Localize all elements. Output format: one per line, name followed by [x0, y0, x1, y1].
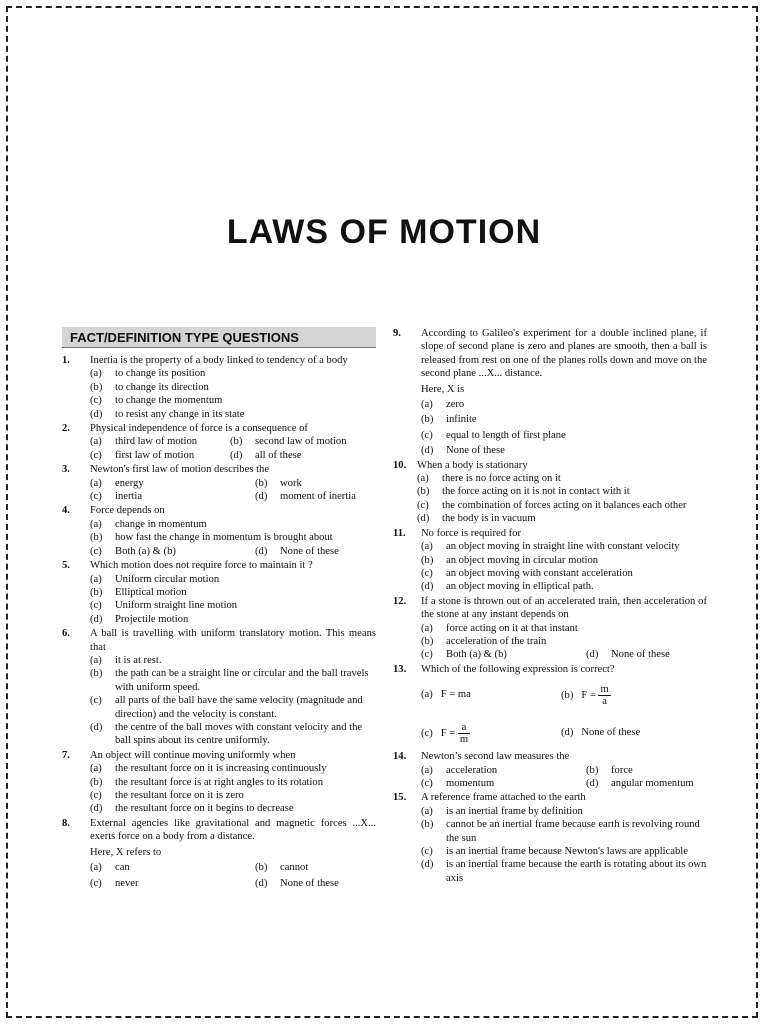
option-row — [90, 449, 376, 462]
option-d: (d) None of these — [255, 878, 339, 890]
option-c: (c) momentum — [421, 777, 495, 789]
option-a: (a) there is no force acting on it — [417, 473, 561, 485]
section-heading: FACT/DEFINITION TYPE QUESTIONS — [62, 327, 376, 348]
option-a: (a) F = ma — [421, 689, 471, 701]
option-d: (d) the centre of the ball moves with constant velocity and the ball spins about its centre uniformly. — [90, 721, 363, 747]
question-3 — [62, 463, 376, 503]
question-text: Physical independence of force is a consequence of — [90, 423, 308, 435]
option-b: (b) F = $\frac{m}{a}$ — [561, 683, 609, 707]
question-9 — [393, 327, 707, 458]
option-b: (b) an object moving in circular motion — [421, 554, 599, 566]
option-c: (c) Both (a) & (b) — [90, 545, 176, 557]
question-12 — [393, 595, 707, 662]
option-b: (b) how fast the change in momentum is brought about — [90, 532, 333, 544]
option-d: (d) is an inertial frame because the earth is rotating about its own axis — [421, 859, 707, 884]
question-text: Which of the following expression is correct? — [421, 663, 615, 675]
question-5 — [62, 559, 376, 626]
question-subtext: Here, X is — [421, 383, 465, 395]
option-c: (c) the resultant force on it is zero — [90, 790, 244, 801]
option-b: (b) to change its direction — [90, 381, 209, 393]
option-a: (a) zero — [421, 399, 465, 411]
option-c: (c) Both (a) & (b) — [421, 649, 507, 661]
question-14 — [393, 750, 707, 790]
option-a: (a) energy — [90, 477, 144, 489]
option-d: (d) None of these — [421, 445, 505, 457]
option-row — [421, 680, 707, 710]
option-d: (d) to resist any change in its state — [90, 408, 245, 420]
option-a: (a) is an inertial frame by definition — [421, 805, 583, 817]
option-b: (b) acceleration of the train — [421, 635, 547, 647]
question-7 — [62, 749, 376, 816]
question-text: When a body is stationary — [417, 459, 528, 471]
question-number: 14. — [393, 751, 407, 763]
option-a: (a) acceleration — [421, 764, 498, 776]
question-1 — [62, 354, 376, 421]
question-number: 3. — [62, 464, 70, 476]
option-d: (d) the resultant force on it begins to decrease — [90, 803, 294, 815]
question-text: Force depends on — [90, 505, 165, 517]
option-row — [421, 648, 707, 661]
option-b: (b) the path can be a straight line or circular and the ball travels with uniform speed. — [90, 668, 369, 693]
option-d: (d) the body is in vacuum — [417, 513, 536, 525]
option-d: (d) None of these — [255, 545, 339, 557]
option-a: (a) force acting on it at that instant — [421, 622, 578, 634]
option-c: (c) never — [90, 878, 139, 890]
left-column — [62, 354, 376, 892]
question-number: 5. — [62, 560, 70, 572]
option-d: (d) an object moving in elliptical path. — [421, 581, 594, 593]
option-row — [90, 545, 376, 558]
question-text: No force is required for — [421, 527, 522, 539]
option-c: (c) inertia — [90, 491, 143, 503]
option-row — [421, 764, 707, 777]
question-text: Newton's first law of motion describes the — [90, 464, 270, 476]
fraction: $\frac{m}{a}$ — [600, 683, 609, 707]
question-text: Inertia is the property of a body linked to tendency of a body — [90, 355, 348, 366]
option-a: (a) it is at rest. — [90, 654, 162, 666]
question-8 — [62, 817, 376, 891]
question-number: 13. — [393, 663, 407, 675]
option-c: (c) is an inertial frame because Newton's laws are applicable — [421, 846, 688, 857]
option-d: (d) Projectile motion — [90, 613, 189, 625]
option-b: (b) cannot — [255, 862, 309, 874]
option-row — [90, 435, 376, 448]
question-10 — [393, 459, 707, 526]
question-number: 12. — [393, 595, 407, 607]
option-row — [421, 718, 707, 748]
option-row — [90, 490, 376, 503]
option-b: (b) the force acting on it is not in contact with it — [417, 486, 630, 498]
option-d: (d) None of these — [561, 727, 641, 739]
question-number: 4. — [62, 505, 70, 517]
option-a: (a) to change its position — [90, 368, 206, 380]
option-b: (b) Elliptical motion — [90, 586, 187, 598]
question-number: 6. — [62, 628, 70, 640]
option-a: (a) third law of motion — [90, 436, 198, 448]
question-number: 7. — [62, 749, 70, 761]
option-b: (b) infinite — [421, 414, 477, 426]
option-b: (b) cannot be an inertial frame because earth is revolving round the sun — [421, 819, 700, 844]
question-number: 15. — [393, 792, 407, 804]
option-row — [90, 877, 376, 890]
question-2 — [62, 422, 376, 462]
option-b: (b) work — [255, 477, 302, 489]
question-text: A ball is travelling with uniform translatory motion. This means that — [90, 628, 376, 653]
question-subtext: Here, X refers to — [90, 846, 162, 858]
question-text: A reference frame attached to the earth — [421, 792, 586, 804]
option-d: (d) None of these — [586, 649, 670, 661]
option-c: (c) Uniform straight line motion — [90, 600, 238, 612]
option-c: (c) an object moving with constant acceleration — [421, 567, 633, 579]
question-text: If a stone is thrown out of an accelerated train, then acceleration of the stone at any instant depends on — [421, 595, 707, 621]
question-text: According to Galileo's experiment for a double inclined plane, if slope of second plane is zero and planes are smooth, then a ball is released from rest on one of the planes rolls down and move on the second plane ...X... distance. — [421, 328, 707, 380]
question-number: 10. — [393, 459, 407, 471]
page-title: LAWS OF MOTION — [226, 213, 542, 251]
question-number: 11. — [393, 527, 406, 539]
option-b: (b) second law of motion — [230, 436, 347, 448]
question-text: An object will continue moving uniformly when — [90, 749, 296, 761]
option-a: (a) can — [90, 862, 130, 874]
fraction: $\frac{a}{m}$ — [459, 721, 469, 745]
option-c: (c) to change the momentum — [90, 395, 223, 407]
option-row — [90, 477, 376, 490]
right-column — [393, 327, 707, 886]
option-row — [421, 777, 707, 790]
option-d: (d) moment of inertia — [255, 491, 356, 503]
question-number: 2. — [62, 423, 70, 435]
question-15 — [393, 791, 707, 885]
option-b: (b) the resultant force is at right angles to its rotation — [90, 776, 323, 788]
question-number: 1. — [62, 355, 70, 366]
question-11 — [393, 527, 707, 594]
question-4 — [62, 504, 376, 558]
option-c: (c) all parts of the ball have the same velocity (magnitude and direction) and the velocity is constant. — [90, 695, 363, 720]
question-13 — [393, 663, 707, 748]
question-number: 9. — [393, 328, 401, 339]
option-a: (a) Uniform circular motion — [90, 573, 220, 585]
question-number: 8. — [62, 817, 70, 829]
question-6 — [62, 627, 376, 748]
option-row — [90, 861, 376, 874]
option-a: (a) an object moving in straight line with constant velocity — [421, 541, 680, 553]
question-text: External agencies like gravitational and magnetic forces ...X... exerts force on a body from a distance. — [90, 817, 376, 843]
question-text: Newton’s second law measures the — [421, 751, 570, 763]
option-d: (d) all of these — [230, 449, 302, 461]
question-text: Which motion does not require force to maintain it ? — [90, 560, 313, 572]
option-a: (a) the resultant force on it is increasing continuously — [90, 763, 327, 775]
option-b: (b) force — [586, 764, 633, 776]
option-a: (a) change in momentum — [90, 518, 207, 530]
option-c: (c) equal to length of first plane — [421, 429, 566, 441]
option-d: (d) angular momentum — [586, 777, 694, 789]
option-c: (c) F = $\frac{a}{m}$ — [421, 721, 469, 745]
option-c: (c) the combination of forces acting on it balances each other — [417, 499, 687, 511]
option-c: (c) first law of motion — [90, 449, 195, 461]
